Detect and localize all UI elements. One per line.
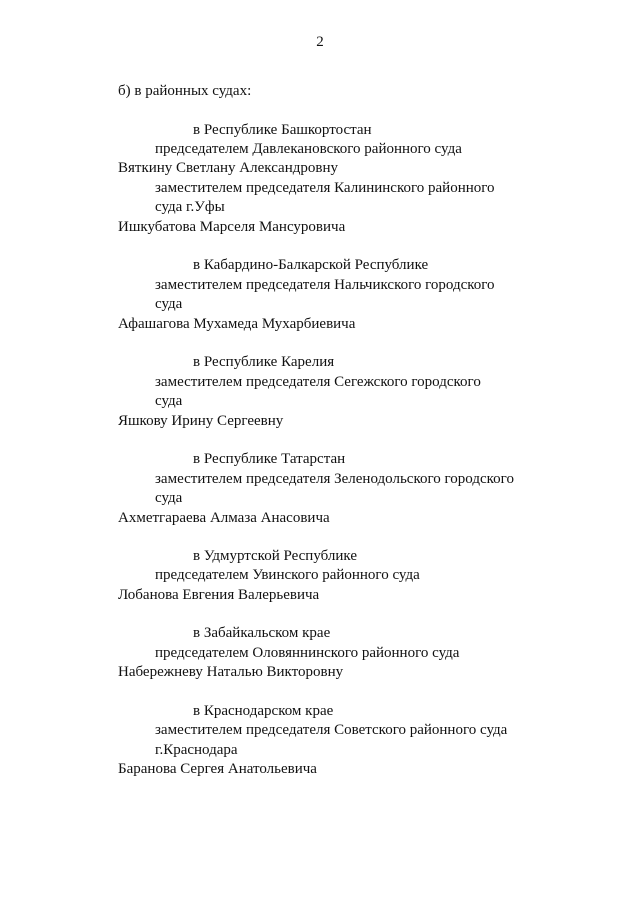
position-line: заместителем председателя Калининского районного	[155, 180, 495, 196]
position-line: заместителем председателя Сегежского городского	[155, 374, 481, 390]
person-name: Афашагова Мухамеда Мухарбиевича	[118, 316, 356, 332]
person-name: Лобанова Евгения Валерьевича	[118, 587, 320, 603]
region-heading: в Краснодарском крае	[193, 703, 334, 719]
region-heading: в Республике Татарстан	[193, 451, 346, 467]
region-heading: в Забайкальском крае	[193, 625, 331, 641]
position-line: суда	[155, 490, 183, 506]
position-line: председателем Увинского районного суда	[155, 567, 420, 583]
person-name: Вяткину Светлану Александровну	[118, 160, 338, 176]
region-heading: в Республике Карелия	[193, 354, 335, 370]
person-name: Ишкубатова Марселя Мансуровича	[118, 219, 346, 235]
region-heading: в Удмуртской Республике	[193, 548, 357, 564]
position-line: суда	[155, 296, 183, 312]
position-line: заместителем председателя Советского районного суда	[155, 722, 508, 738]
person-name: Набережневу Наталью Викторовну	[118, 664, 344, 680]
intro-line: б) в районных судах:	[118, 83, 252, 99]
region-heading: в Кабардино-Балкарской Республике	[193, 257, 429, 273]
position-line: председателем Давлекановского районного суда	[155, 141, 462, 157]
person-name: Яшкову Ирину Сергеевну	[118, 413, 284, 429]
person-name: Ахметгараева Алмаза Анасовича	[118, 510, 330, 526]
page-number: 2	[316, 34, 324, 50]
region-heading: в Республике Башкортостан	[193, 122, 372, 138]
position-line: суда	[155, 393, 183, 409]
position-line: суда г.Уфы	[155, 199, 225, 215]
position-line: заместителем председателя Нальчикского городского	[155, 277, 495, 293]
position-line: председателем Оловяннинского районного суда	[155, 645, 460, 661]
position-line: г.Краснодара	[155, 742, 238, 758]
position-line: заместителем председателя Зеленодольского городского	[155, 471, 514, 487]
person-name: Баранова Сергея Анатольевича	[118, 761, 317, 777]
